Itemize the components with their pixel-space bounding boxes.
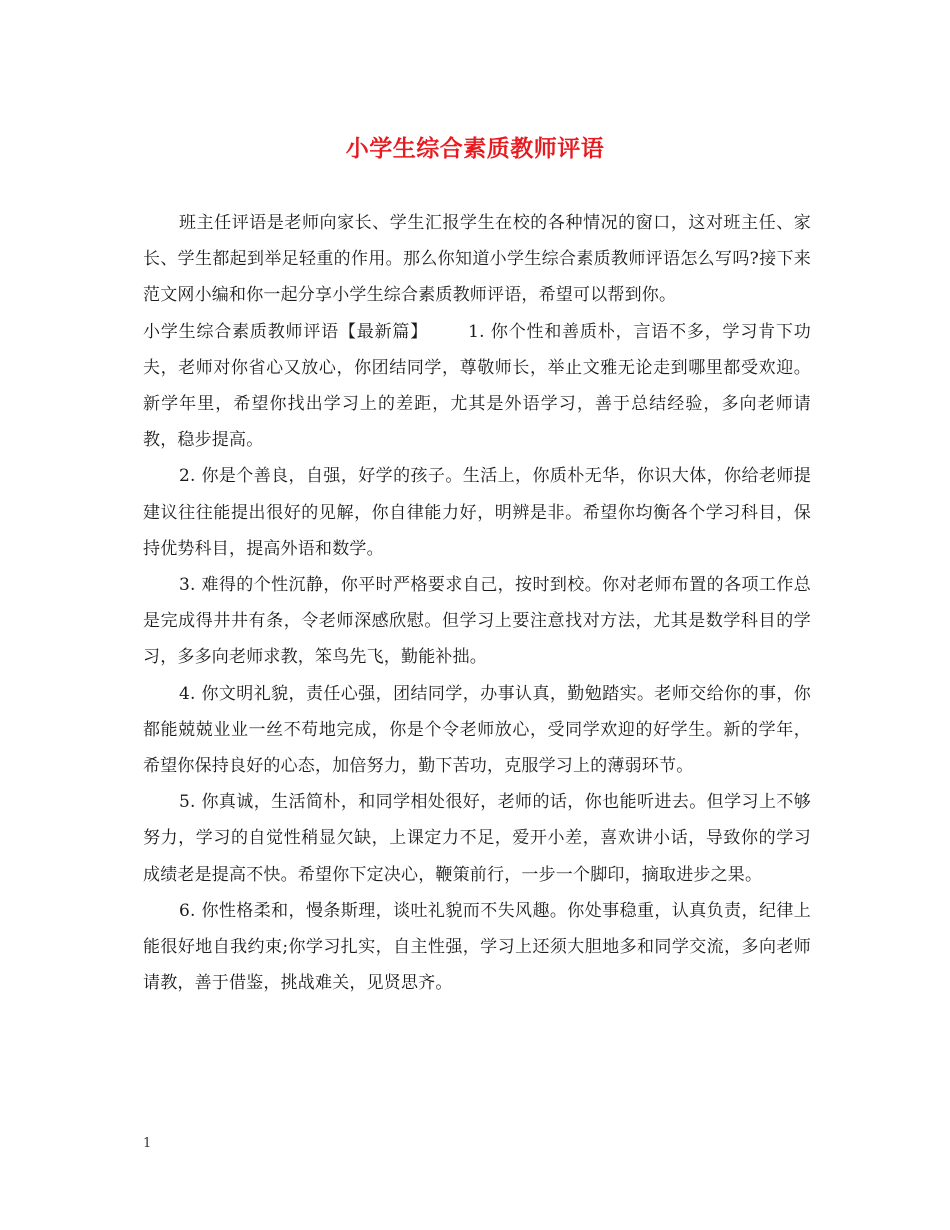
comment-paragraph-1	[143, 314, 811, 459]
document-body	[143, 205, 811, 1001]
comment-paragraph-3: 3. 难得的个性沉静，你平时严格要求自己，按时到校。你对老师布置的各项工作总是完成得井井有条，令老师深感欣慰。但学习上要注意找对方法，尤其是数学科目的学习，多多向老师求教，笨鸟先飞，勤能补拙。	[143, 575, 811, 668]
comment-paragraph-2: 2. 你是个善良，自强，好学的孩子。生活上，你质朴无华，你识大体，你给老师提建议往往能提出很好的见解，你自律能力好，明辨是非。希望你均衡各个学习科目，保持优势科目，提高外语和数学。	[143, 466, 811, 559]
comment-paragraph-4: 4. 你文明礼貌，责任心强，团结同学，办事认真，勤勉踏实。老师交给你的事，你都能兢兢业业一丝不苟地完成，你是个令老师放心，受同学欢迎的好学生。新的学年，希望你保持良好的心态，加倍努力，勤下苦功，克服学习上的薄弱环节。	[143, 683, 811, 777]
document-title: 小学生综合素质教师评语	[345, 135, 605, 162]
intro-paragraph: 班主任评语是老师向家长、学生汇报学生在校的各种情况的窗口，这对班主任、家长、学生都起到举足轻重的作用。那么你知道小学生综合素质教师评语怎么写吗?接下来范文网小编和你一起分享小学生综合素质教师评语，希望可以帮到你。	[143, 213, 811, 306]
page-number: 1	[143, 1136, 152, 1151]
comment-text-1: 1. 你个性和善质朴，言语不多，学习肯下功夫，老师对你省心又放心，你团结同学，尊敬师长，举止文雅无论走到哪里都受欢迎。新学年里，希望你找出学习上的差距，尤其是外语学习，善于总结经验，多向老师请教，稳步提高。	[143, 321, 812, 451]
comment-paragraph-5: 5. 你真诚，生活简朴，和同学相处很好，老师的话，你也能听进去。但学习上不够努力，学习的自觉性稍显欠缺，上课定力不足，爱开小差，喜欢讲小话，导致你的学习成绩老是提高不快。希望你下定决心，鞭策前行，一步一个脚印，摘取进步之果。	[143, 792, 811, 885]
section-heading: 小学生综合素质教师评语【最新篇】	[143, 321, 429, 342]
comment-paragraph-6: 6. 你性格柔和，慢条斯理，谈吐礼貌而不失风趣。你处事稳重，认真负责，纪律上能很好地自我约束;你学习扎实，自主性强，学习上还须大胆地多和同学交流，多向老师请教，善于借鉴，挑战难关，见贤思齐。	[143, 900, 811, 994]
